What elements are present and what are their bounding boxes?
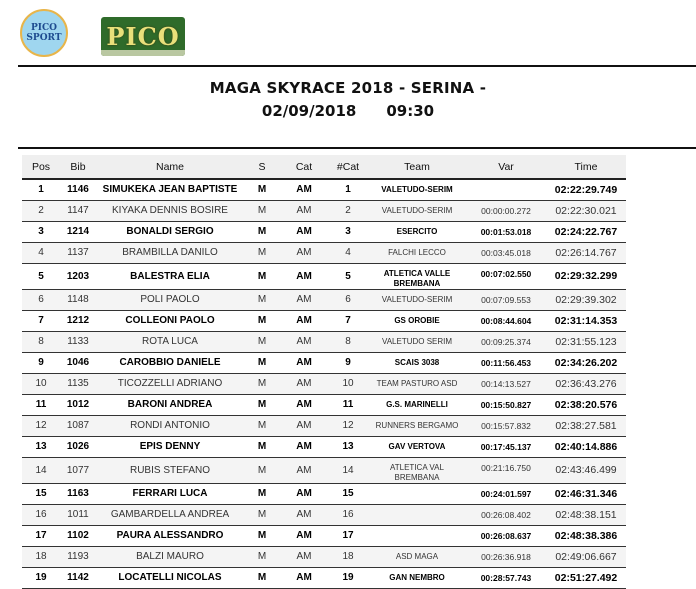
team-cell: GAN NEMBRO — [368, 567, 466, 588]
cat-cell: AM — [280, 221, 328, 242]
time-cell: 02:36:43.276 — [546, 373, 626, 394]
sex-cell: M — [244, 546, 280, 567]
race-date: 02/09/2018 — [261, 102, 357, 120]
pos-cell: 11 — [22, 394, 60, 415]
cat-cell: AM — [280, 263, 328, 289]
results-table — [22, 155, 626, 589]
team-cell: GS OROBIE — [368, 310, 466, 331]
column-header-cat: Cat — [280, 155, 328, 179]
table-row — [22, 394, 626, 415]
bib-cell: 1193 — [60, 546, 96, 567]
sex-cell: M — [244, 436, 280, 457]
sex-cell: M — [244, 394, 280, 415]
header-divider-bottom — [18, 147, 696, 149]
cat-cell: AM — [280, 504, 328, 525]
cat-pos-cell: 10 — [328, 373, 368, 394]
bib-cell: 1077 — [60, 457, 96, 483]
name-cell: RUBIS STEFANO — [96, 457, 244, 483]
pos-cell: 13 — [22, 436, 60, 457]
pos-cell: 15 — [22, 483, 60, 504]
cat-cell: AM — [280, 436, 328, 457]
race-title: MAGA SKYRACE 2018 - SERINA - — [209, 79, 487, 97]
team-cell: ASD MAGA — [368, 546, 466, 567]
cat-cell: AM — [280, 373, 328, 394]
name-cell: GAMBARDELLA ANDREA — [96, 504, 244, 525]
cat-cell: AM — [280, 415, 328, 436]
pos-cell: 16 — [22, 504, 60, 525]
sex-cell: M — [244, 352, 280, 373]
cat-pos-cell: 3 — [328, 221, 368, 242]
cat-pos-cell: 8 — [328, 331, 368, 352]
cat-cell: AM — [280, 394, 328, 415]
bib-cell: 1133 — [60, 331, 96, 352]
table-row — [22, 310, 626, 331]
cat-pos-cell: 16 — [328, 504, 368, 525]
bib-cell: 1163 — [60, 483, 96, 504]
logo-text-line-1: PICO — [31, 23, 57, 33]
table-row — [22, 546, 626, 567]
name-cell: RONDI ANTONIO — [96, 415, 244, 436]
time-cell: 02:43:46.499 — [546, 457, 626, 483]
sex-cell: M — [244, 373, 280, 394]
pico-sport-logo — [20, 9, 68, 57]
name-cell: POLI PAOLO — [96, 289, 244, 310]
team-cell: VALETUDO-SERIM — [368, 179, 466, 200]
pos-cell: 17 — [22, 525, 60, 546]
table-row — [22, 504, 626, 525]
cat-pos-cell: 9 — [328, 352, 368, 373]
gap-cell: 00:03:45.018 — [466, 242, 546, 263]
bib-cell: 1102 — [60, 525, 96, 546]
name-cell: LOCATELLI NICOLAS — [96, 567, 244, 588]
pos-cell: 14 — [22, 457, 60, 483]
cat-pos-cell: 4 — [328, 242, 368, 263]
cat-cell: AM — [280, 179, 328, 200]
time-cell: 02:24:22.767 — [546, 221, 626, 242]
sex-cell: M — [244, 179, 280, 200]
sex-cell: M — [244, 483, 280, 504]
pos-cell: 18 — [22, 546, 60, 567]
name-cell: EPIS DENNY — [96, 436, 244, 457]
time-cell: 02:48:38.386 — [546, 525, 626, 546]
time-cell: 02:48:38.151 — [546, 504, 626, 525]
name-cell: BARONI ANDREA — [96, 394, 244, 415]
sex-cell: M — [244, 525, 280, 546]
team-cell — [368, 483, 466, 504]
pos-cell: 7 — [22, 310, 60, 331]
header-divider-top — [18, 65, 696, 67]
name-cell: BONALDI SERGIO — [96, 221, 244, 242]
results-body — [22, 179, 626, 588]
table-row — [22, 525, 626, 546]
time-cell: 02:31:55.123 — [546, 331, 626, 352]
sex-cell: M — [244, 567, 280, 588]
pos-cell: 2 — [22, 200, 60, 221]
time-cell: 02:51:27.492 — [546, 567, 626, 588]
sex-cell: M — [244, 504, 280, 525]
time-cell: 02:38:27.581 — [546, 415, 626, 436]
cat-cell: AM — [280, 525, 328, 546]
sex-cell: M — [244, 310, 280, 331]
cat-cell: AM — [280, 289, 328, 310]
table-row — [22, 415, 626, 436]
cat-pos-cell: 7 — [328, 310, 368, 331]
pos-cell: 5 — [22, 263, 60, 289]
bib-cell: 1011 — [60, 504, 96, 525]
bib-cell: 1148 — [60, 289, 96, 310]
table-row — [22, 263, 626, 289]
name-cell: KIYAKA DENNIS BOSIRE — [96, 200, 244, 221]
pos-cell: 4 — [22, 242, 60, 263]
table-row — [22, 436, 626, 457]
gap-cell: 00:26:08.402 — [466, 504, 546, 525]
cat-pos-cell: 18 — [328, 546, 368, 567]
team-cell: ATLETICA VAL BREMBANA — [368, 457, 466, 483]
cat-pos-cell: 14 — [328, 457, 368, 483]
bib-cell: 1087 — [60, 415, 96, 436]
team-cell: G.S. MARINELLI — [368, 394, 466, 415]
name-cell: FERRARI LUCA — [96, 483, 244, 504]
team-cell: VALETUDO SERIM — [368, 331, 466, 352]
name-cell: COLLEONI PAOLO — [96, 310, 244, 331]
name-cell: TICOZZELLI ADRIANO — [96, 373, 244, 394]
cat-pos-cell: 2 — [328, 200, 368, 221]
sex-cell: M — [244, 242, 280, 263]
bib-cell: 1135 — [60, 373, 96, 394]
cat-cell: AM — [280, 331, 328, 352]
column-header-team: Team — [368, 155, 466, 179]
cat-pos-cell: 1 — [328, 179, 368, 200]
cat-cell: AM — [280, 567, 328, 588]
team-cell — [368, 504, 466, 525]
gap-cell: 00:08:44.604 — [466, 310, 546, 331]
sex-cell: M — [244, 200, 280, 221]
gap-cell: 00:26:08.637 — [466, 525, 546, 546]
gap-cell: 00:15:57.832 — [466, 415, 546, 436]
pos-cell: 8 — [22, 331, 60, 352]
cat-cell: AM — [280, 457, 328, 483]
gap-cell: 00:17:45.137 — [466, 436, 546, 457]
pos-cell: 6 — [22, 289, 60, 310]
table-row — [22, 457, 626, 483]
sex-cell: M — [244, 289, 280, 310]
table-row — [22, 289, 626, 310]
bib-cell: 1212 — [60, 310, 96, 331]
column-header-sex: S — [244, 155, 280, 179]
pos-cell: 9 — [22, 352, 60, 373]
bib-cell: 1137 — [60, 242, 96, 263]
table-header-row — [22, 155, 626, 179]
cat-pos-cell: 5 — [328, 263, 368, 289]
table-row — [22, 352, 626, 373]
pos-cell: 12 — [22, 415, 60, 436]
name-cell: SIMUKEKA JEAN BAPTISTE — [96, 179, 244, 200]
gap-cell: 00:09:25.374 — [466, 331, 546, 352]
cat-pos-cell: 19 — [328, 567, 368, 588]
cat-pos-cell: 15 — [328, 483, 368, 504]
team-cell: FALCHI LECCO — [368, 242, 466, 263]
cat-pos-cell: 17 — [328, 525, 368, 546]
time-cell: 02:26:14.767 — [546, 242, 626, 263]
cat-pos-cell: 6 — [328, 289, 368, 310]
cat-pos-cell: 13 — [328, 436, 368, 457]
team-cell: GAV VERTOVA — [368, 436, 466, 457]
time-cell: 02:29:39.302 — [546, 289, 626, 310]
column-header-name: Name — [96, 155, 244, 179]
gap-cell: 00:07:09.553 — [466, 289, 546, 310]
column-header-time: Time — [546, 155, 626, 179]
gap-cell: 00:11:56.453 — [466, 352, 546, 373]
bib-cell: 1146 — [60, 179, 96, 200]
cat-cell: AM — [280, 352, 328, 373]
logo-text-line-2: SPORT — [26, 33, 62, 43]
team-cell: ATLETICA VALLE BREMBANA — [368, 263, 466, 289]
bib-cell: 1203 — [60, 263, 96, 289]
team-cell: SCAIS 3038 — [368, 352, 466, 373]
sex-cell: M — [244, 415, 280, 436]
pico-team-logo — [101, 17, 185, 56]
pos-cell: 3 — [22, 221, 60, 242]
gap-cell: 00:14:13.527 — [466, 373, 546, 394]
table-row — [22, 567, 626, 588]
gap-cell: 00:28:57.743 — [466, 567, 546, 588]
pos-cell: 1 — [22, 179, 60, 200]
name-cell: CAROBBIO DANIELE — [96, 352, 244, 373]
gap-cell: 00:26:36.918 — [466, 546, 546, 567]
sex-cell: M — [244, 457, 280, 483]
column-header-var: Var — [466, 155, 546, 179]
pos-cell: 19 — [22, 567, 60, 588]
column-header-bib: Bib — [60, 155, 96, 179]
cat-cell: AM — [280, 242, 328, 263]
name-cell: PAURA ALESSANDRO — [96, 525, 244, 546]
gap-cell: 00:15:50.827 — [466, 394, 546, 415]
table-row — [22, 483, 626, 504]
column-header-cat-pos: #Cat — [328, 155, 368, 179]
cat-pos-cell: 11 — [328, 394, 368, 415]
team-cell: VALETUDO-SERIM — [368, 289, 466, 310]
cat-cell: AM — [280, 483, 328, 504]
race-time: 09:30 — [386, 102, 435, 120]
time-cell: 02:31:14.353 — [546, 310, 626, 331]
sex-cell: M — [244, 331, 280, 352]
time-cell: 02:34:26.202 — [546, 352, 626, 373]
team-cell — [368, 525, 466, 546]
time-cell: 02:40:14.886 — [546, 436, 626, 457]
sex-cell: M — [244, 221, 280, 242]
table-row — [22, 331, 626, 352]
time-cell: 02:22:30.021 — [546, 200, 626, 221]
team-cell: ESERCITO — [368, 221, 466, 242]
bib-cell: 1046 — [60, 352, 96, 373]
table-row — [22, 179, 626, 200]
gap-cell — [466, 179, 546, 200]
cat-cell: AM — [280, 546, 328, 567]
time-cell: 02:38:20.576 — [546, 394, 626, 415]
race-datetime — [0, 102, 696, 120]
team-cell: RUNNERS BERGAMO — [368, 415, 466, 436]
time-cell: 02:46:31.346 — [546, 483, 626, 504]
bib-cell: 1214 — [60, 221, 96, 242]
team-cell: VALETUDO-SERIM — [368, 200, 466, 221]
name-cell: ROTA LUCA — [96, 331, 244, 352]
name-cell: BALESTRA ELIA — [96, 263, 244, 289]
team-cell: TEAM PASTURO ASD — [368, 373, 466, 394]
pos-cell: 10 — [22, 373, 60, 394]
name-cell: BRAMBILLA DANILO — [96, 242, 244, 263]
sex-cell: M — [244, 263, 280, 289]
table-row — [22, 200, 626, 221]
time-cell: 02:49:06.667 — [546, 546, 626, 567]
name-cell: BALZI MAURO — [96, 546, 244, 567]
cat-cell: AM — [280, 310, 328, 331]
cat-pos-cell: 12 — [328, 415, 368, 436]
gap-cell: 00:01:53.018 — [466, 221, 546, 242]
bib-cell: 1026 — [60, 436, 96, 457]
table-row — [22, 373, 626, 394]
gap-cell: 00:21:16.750 — [466, 457, 546, 483]
bib-cell: 1142 — [60, 567, 96, 588]
gap-cell: 00:00:00.272 — [466, 200, 546, 221]
time-cell: 02:29:32.299 — [546, 263, 626, 289]
column-header-pos: Pos — [22, 155, 60, 179]
time-cell: 02:22:29.749 — [546, 179, 626, 200]
gap-cell: 00:24:01.597 — [466, 483, 546, 504]
bib-cell: 1012 — [60, 394, 96, 415]
logo-team-text: PICO — [106, 22, 180, 51]
table-row — [22, 242, 626, 263]
gap-cell: 00:07:02.550 — [466, 263, 546, 289]
table-row — [22, 221, 626, 242]
cat-cell: AM — [280, 200, 328, 221]
bib-cell: 1147 — [60, 200, 96, 221]
